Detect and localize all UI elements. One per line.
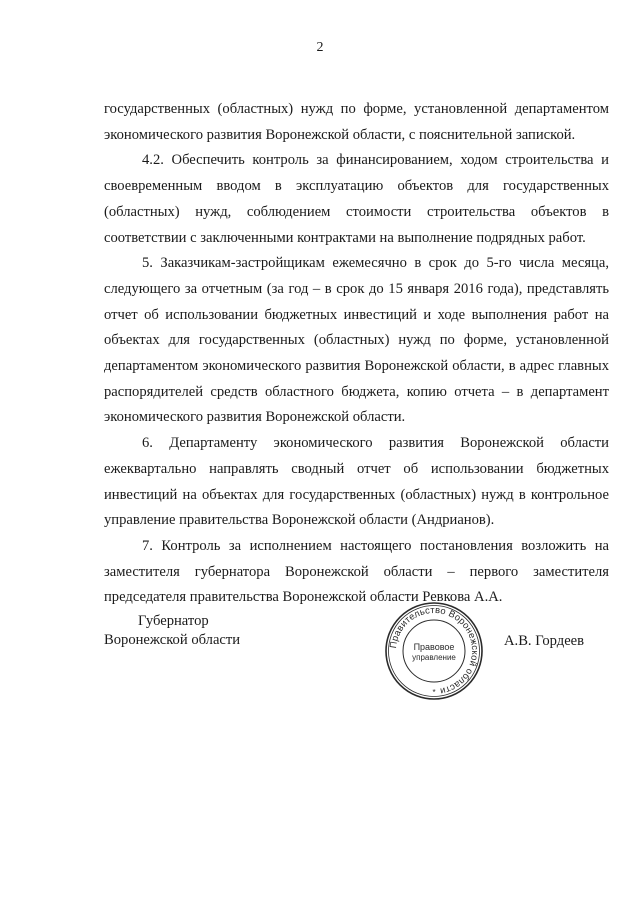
signer-title-line2: Воронежской области: [104, 632, 241, 648]
stamp-center-line2: управление: [412, 653, 456, 662]
official-stamp: [383, 600, 485, 702]
stamp-ring-text: Правительство Воронежской области: [387, 603, 482, 698]
stamp-star-icon: *: [432, 688, 436, 697]
page-number: 2: [316, 40, 324, 55]
document-body: [104, 97, 609, 611]
signer-title-line1: Губернатор: [138, 613, 209, 629]
paragraph-6: 6. Департаменту экономического развития Воронежской области ежеквартально направлять сводный отчет об использовании бюджетных инвестиций на объектах для государственных (областных) нужд в контрольное управление правительства Воронежской области (Андрианов).: [104, 435, 609, 529]
signer-title: [104, 612, 240, 650]
paragraph-7: 7. Контроль за исполнением настоящего постановления возложить на заместителя губернатора Воронежской области – первого заместителя председателя правительства Воронежской области Ревкова А.А.: [104, 537, 609, 606]
paragraph-continuation: государственных (областных) нужд по форме, установленной департаментом экономического развития Воронежской области, с пояснительной запиской.: [104, 101, 609, 143]
stamp-center-line1: Правовое: [413, 642, 455, 652]
paragraph-4-2: 4.2. Обеспечить контроль за финансированием, ходом строительства и своевременным вводом в эксплуатацию объектов для государственных (областных) нужд, соблюдением стоимости строительства объектов в соответствии с заключенными контрактами на выполнение подрядных работ.: [104, 152, 609, 246]
paragraph-5: 5. Заказчикам-застройщикам ежемесячно в срок до 5-го числа месяца, следующего за отчетным (за год – в срок до 15 января 2016 года), представлять отчет об использовании бюджетных инвестиций и ходе выполнения работ на объектах для государственных (областных) нужд по форме, установленной департаментом экономического развития Воронежской области, в адрес главных распорядителей средств областного бюджета, копию отчета – в департамент экономического развития Воронежской области.: [104, 255, 609, 426]
signer-name: А.В. Гордеев: [504, 633, 585, 649]
